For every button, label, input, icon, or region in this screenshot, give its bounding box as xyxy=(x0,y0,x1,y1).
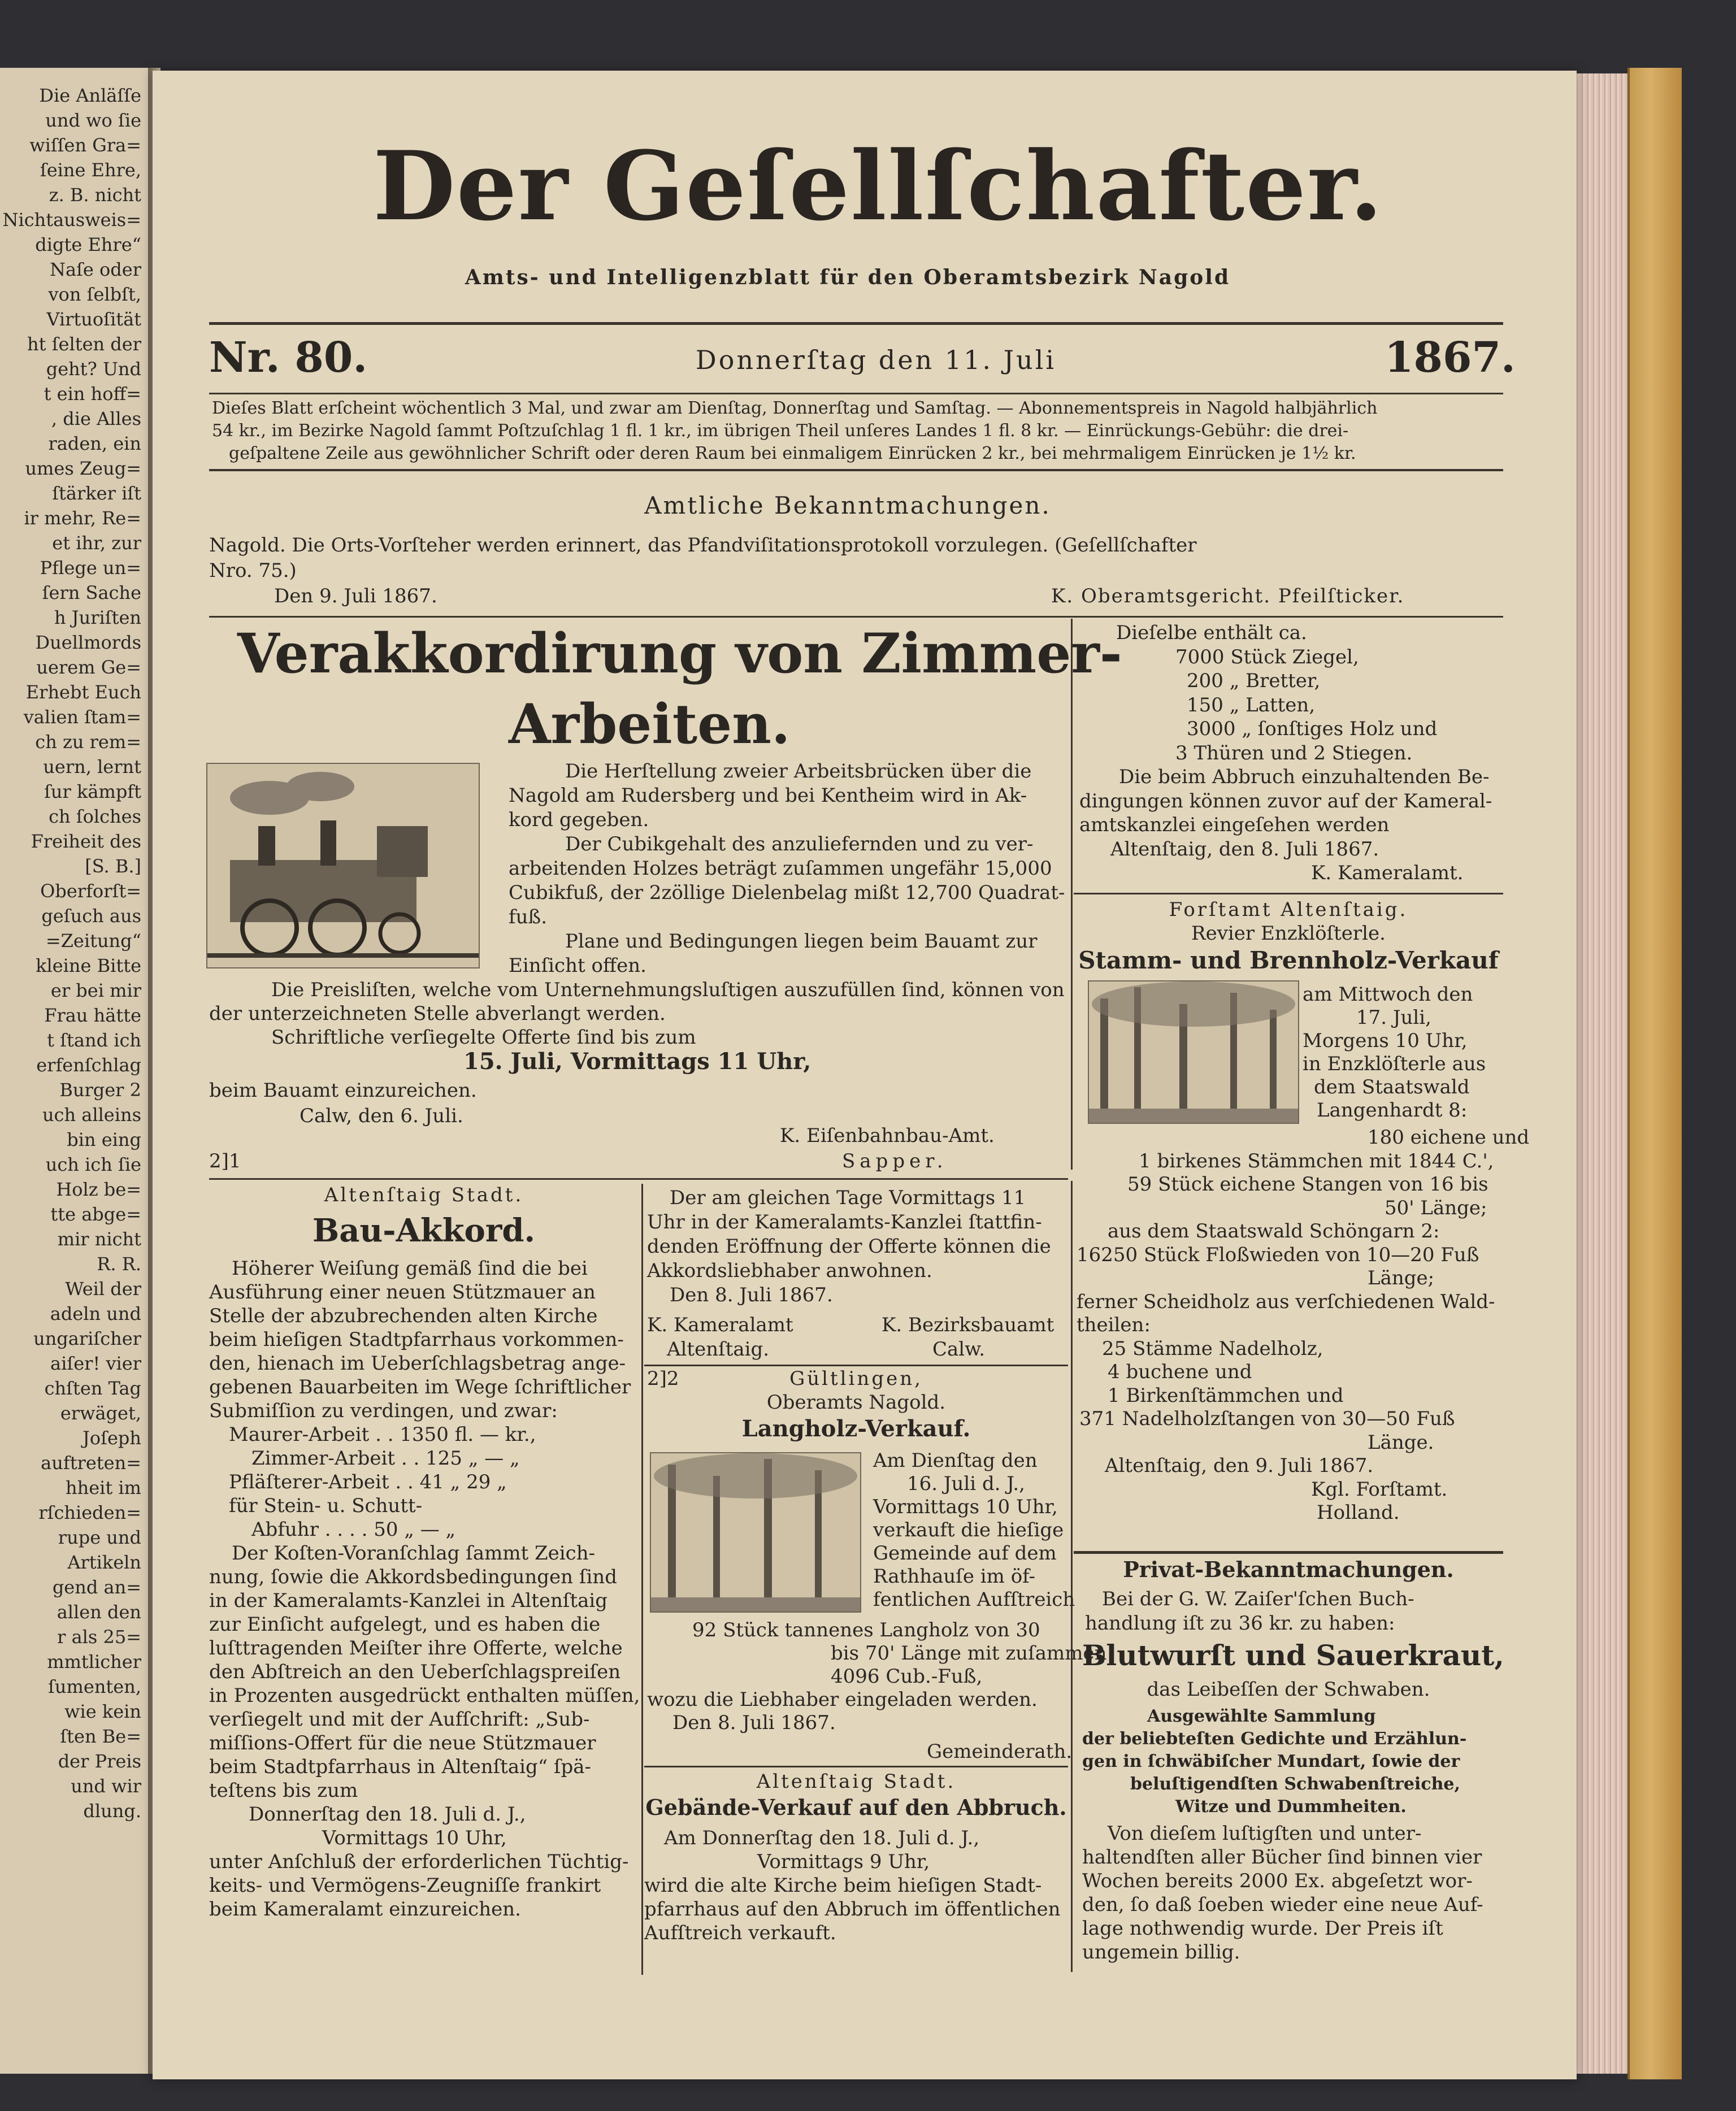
forst-side-2: 17. Juli, xyxy=(1356,1006,1431,1029)
prev-page-line-52: aiſer! vier xyxy=(50,1353,141,1374)
prev-page-line-43: bin eing xyxy=(67,1129,141,1150)
bau-title: Bau-Akkord. xyxy=(312,1212,536,1249)
official-date: Den 9. Juli 1867. xyxy=(274,585,437,607)
prev-page-line-19: et ihr, zur xyxy=(52,532,141,554)
private-heading: Privat-Bekanntmachungen. xyxy=(1123,1557,1454,1582)
forst-line-5: aus dem Staatswald Schöngarn 2: xyxy=(1108,1220,1440,1243)
gueltlingen-title: Langholz-Verkauf. xyxy=(741,1415,971,1442)
header-rule xyxy=(209,393,1503,394)
zimmer-body-9: Einſicht offen. xyxy=(509,954,646,977)
forst-rule xyxy=(1074,1551,1503,1554)
prev-page-line-11: ht ſelten der xyxy=(27,333,141,355)
mid-sig-left-2: Altenſtaig. xyxy=(667,1338,770,1361)
prev-page-line-51: ungariſcher xyxy=(33,1328,141,1349)
prev-page-line-60: Artikeln xyxy=(67,1552,141,1573)
bau-head: Altenſtaig Stadt. xyxy=(324,1184,524,1206)
private-line-2: handlung iſt zu 36 kr. zu haben: xyxy=(1085,1612,1395,1635)
prev-page-line-21: ſern Sache xyxy=(42,582,141,603)
right-top-line-4: 150 „ Latten, xyxy=(1187,693,1316,716)
forst-side-4: in Enzklöſterle aus xyxy=(1303,1053,1486,1075)
prev-page-line-44: uch ich ſie xyxy=(45,1154,141,1175)
prev-page-line-5: z. B. nicht xyxy=(49,184,141,206)
private-tail-6: ungemein billig. xyxy=(1082,1941,1240,1964)
forst-line-4: 50' Länge; xyxy=(1385,1196,1487,1219)
prev-page-line-67: ſten Be= xyxy=(60,1726,141,1747)
column-divider-right xyxy=(1071,1181,1073,1972)
bau-line-17: luſttragenden Meiſter ihre Offerte, welche xyxy=(209,1637,623,1660)
gueltlingen-side-4: verkauft die hieſige xyxy=(873,1519,1064,1541)
prev-page-line-56: auftreten= xyxy=(41,1452,141,1474)
bau-line-2: Ausführung einer neuen Stützmauer an xyxy=(209,1281,596,1304)
prev-page-line-33: Oberforſt= xyxy=(40,880,141,902)
prev-page-line-55: Joſeph xyxy=(83,1427,141,1449)
prev-page-line-2: und wo ſie xyxy=(45,110,141,131)
bau-line-8: Maurer-Arbeit . . 1350 fl. — kr., xyxy=(229,1423,536,1446)
column-divider-upper xyxy=(1071,619,1073,1170)
prev-page-line-26: valien ſtam= xyxy=(23,706,141,728)
zimmer-body-4: Der Cubikgehalt des anzuliefernden und zu ver- xyxy=(565,833,1034,855)
forst-line-15: Altenſtaig, den 9. Juli 1867. xyxy=(1105,1454,1374,1477)
prev-page-line-29: ſur kämpft xyxy=(44,781,141,802)
prev-page-line-58: rſchieden= xyxy=(38,1502,141,1523)
forst-line-10: 25 Stämme Nadelholz, xyxy=(1102,1337,1323,1360)
prev-page-line-47: mir nicht xyxy=(57,1228,141,1250)
zimmer-title-1: Verakkordirung von Zimmer- xyxy=(237,622,1122,685)
right-top-line-5: 3000 „ ſonſtiges Holz und xyxy=(1187,718,1438,740)
zimmer-place: Calw, den 6. Juli. xyxy=(300,1105,463,1127)
forst-line-1: 180 eichene und xyxy=(1368,1126,1530,1149)
prev-page-line-30: ch ſolches xyxy=(49,806,141,827)
right-top-line-3: 200 „ Bretter, xyxy=(1187,670,1321,692)
prev-page-line-22: h Juriſten xyxy=(54,607,141,628)
mid-line-2: Uhr in der Kameralamts-Kanzlei ſtattfin- xyxy=(647,1211,1042,1233)
bau-line-7: Submiſſion zu verdingen, und zwar: xyxy=(209,1400,558,1422)
prev-page-line-14: , die Alles xyxy=(51,408,141,429)
bau-line-24: Donnerſtag den 18. Juli d. J., xyxy=(249,1803,526,1826)
private-bold-2: der beliebteſten Gedichte und Erzählun- xyxy=(1082,1729,1467,1749)
zimmer-signature-2: Sapper. xyxy=(842,1150,948,1172)
mid-line-1: Der am gleichen Tage Vormittags 11 xyxy=(670,1187,1026,1209)
prev-page-line-64: mmtlicher xyxy=(47,1651,141,1673)
mid-sig-right-2: Calw. xyxy=(932,1338,986,1361)
official-line-1: Nagold. Die Orts-Vorſteher werden erinnert, das Pfandviſitationsprotokoll vorzulegen. (Geſellſchafter xyxy=(209,534,1197,557)
mid-rule-1 xyxy=(644,1365,1068,1366)
prev-page-line-37: er bei mir xyxy=(50,980,141,1001)
zimmer-body-3: kord gegeben. xyxy=(509,809,649,831)
gueltlingen-head-2: Oberamts Nagold. xyxy=(766,1391,946,1414)
prev-page-line-66: wie kein xyxy=(64,1701,141,1722)
zimmer-body-7: fuß. xyxy=(509,906,547,928)
mid-sig-right-1: K. Bezirksbauamt xyxy=(882,1314,1054,1336)
forst-head-1: Forſtamt Altenſtaig. xyxy=(1169,898,1408,921)
mid-mark: 2]2 xyxy=(647,1367,679,1390)
mid-line-4: Akkordsliebhaber anwohnen. xyxy=(647,1259,932,1282)
forst-line-16: Kgl. Forſtamt. xyxy=(1311,1478,1448,1501)
gueltlingen-head-1: Gültlingen, xyxy=(789,1367,923,1390)
zimmer-body2-2: der unterzeichneten Stelle abverlangt werden. xyxy=(209,1002,666,1025)
prev-page-line-65: ſumenten, xyxy=(48,1676,141,1697)
private-bold-3: gen in ſchwäbiſcher Mundart, ſowie der xyxy=(1082,1752,1460,1771)
prev-page-line-17: ſtärker iſt xyxy=(52,483,141,504)
prev-page-line-45: Holz be= xyxy=(56,1179,141,1200)
private-tail-3: Wochen bereits 2000 Ex. abgeſetzt wor- xyxy=(1082,1870,1473,1892)
prev-page-line-48: R. R. xyxy=(97,1253,141,1275)
bau-line-23: teſtens bis zum xyxy=(209,1779,358,1802)
prev-page-line-24: uerem Ge= xyxy=(36,657,141,678)
prev-page-line-9: von ſelbſt, xyxy=(48,284,141,305)
private-bold-1: Ausgewählte Sammlung xyxy=(1147,1706,1376,1726)
prev-page-line-3: wiſſen Gra= xyxy=(29,134,141,156)
gueltlingen-side-2: 16. Juli d. J., xyxy=(907,1473,1025,1495)
masthead-subtitle: Amts- und Intelligenzblatt für den Oberamtsbezirk Nagold xyxy=(465,266,1231,289)
prev-page-line-25: Erhebt Euch xyxy=(25,681,141,703)
bau-line-21: miſſions-Offert für die neue Stützmauer xyxy=(209,1732,596,1754)
zimmer-body-6: Cubikfuß, der 2zöllige Dielenbelag mißt 12,700 Quadrat- xyxy=(509,881,1065,904)
bau-line-26: unter Anſchluß der erforderlichen Tüchtig- xyxy=(209,1851,629,1873)
prev-page-line-59: rupe und xyxy=(58,1527,141,1548)
bau-line-13: Der Koſten-Voranſchlag ſammt Zeich- xyxy=(232,1542,596,1565)
bau-line-28: beim Kameralamt einzureichen. xyxy=(209,1898,521,1921)
forst-line-17: Holland. xyxy=(1317,1501,1400,1524)
forst-line-8: ferner Scheidholz aus verſchiedenen Wald- xyxy=(1077,1290,1495,1313)
bau-line-16: zur Einſicht aufgelegt, und es haben die xyxy=(209,1613,601,1636)
issue-number: Nr. 80. xyxy=(209,333,368,382)
prev-page-line-15: raden, ein xyxy=(48,433,141,454)
forest-illustration-2 xyxy=(650,1452,861,1613)
gueltlingen-line-3: 4096 Cub.-Fuß, xyxy=(831,1665,983,1688)
prev-page-line-49: Weil der xyxy=(65,1278,141,1300)
altenstaig-line-5: Aufſtreich verkauft. xyxy=(644,1922,836,1944)
prev-page-line-41: Burger 2 xyxy=(59,1079,141,1101)
bau-line-27: keits- und Vermögens-Zeugniſſe frankirt xyxy=(209,1874,601,1897)
issue-date: Donnerſtag den 11. Juli xyxy=(695,345,1057,375)
prev-page-line-23: Duellmords xyxy=(35,632,141,653)
zimmer-body-3: beim Bauamt einzureichen. xyxy=(209,1079,477,1102)
book-cover-edge xyxy=(1628,68,1682,2079)
private-title: Blutwurſt und Sauerkraut, xyxy=(1082,1639,1504,1672)
prev-page-line-38: Frau hätte xyxy=(44,1005,141,1026)
private-tail-4: den, ſo daß ſoeben wieder eine neue Auf- xyxy=(1082,1893,1483,1916)
forst-side-3: Morgens 10 Uhr, xyxy=(1303,1030,1468,1052)
prev-page-line-6: Nichtausweis= xyxy=(2,209,141,231)
prev-page-line-8: Naſe oder xyxy=(49,259,141,280)
subscription-note-3: geſpaltene Zeile aus gewöhnlicher Schrift oder deren Raum bei einmaligem Einrücken 2 kr., bei mehrmaligem Einrücken je 1½ kr. xyxy=(229,444,1356,463)
zimmer-rule xyxy=(209,1178,1068,1180)
prev-page-line-70: dlung. xyxy=(83,1800,141,1822)
right-top-rule xyxy=(1074,893,1503,894)
forst-side-5: dem Staatswald xyxy=(1314,1076,1470,1098)
prev-page-line-12: geht? Und xyxy=(46,358,141,380)
bau-line-22: beim Stadtpfarrhaus in Altenſtaig“ ſpä- xyxy=(209,1756,592,1778)
bau-line-14: nung, ſowie die Akkordsbedingungen ſind xyxy=(209,1566,617,1588)
right-top-line-9: amtskanzlei eingeſehen werden xyxy=(1079,814,1390,836)
zimmer-body2-3: Schriftliche verſiegelte Offerte ſind bis zum xyxy=(271,1026,696,1049)
forst-line-11: 4 buchene und xyxy=(1108,1361,1252,1383)
prev-page-line-57: hheit im xyxy=(66,1477,141,1498)
private-line-1: Bei der G. W. Zaiſer'ſchen Buch- xyxy=(1102,1588,1414,1610)
forest-illustration xyxy=(1088,980,1299,1124)
note-rule xyxy=(209,469,1503,471)
mid-line-5: Den 8. Juli 1867. xyxy=(670,1284,833,1306)
forst-side-1: am Mittwoch den xyxy=(1303,983,1473,1006)
gueltlingen-line-5: Den 8. Juli 1867. xyxy=(672,1712,836,1734)
prev-page-line-50: adeln und xyxy=(50,1303,141,1324)
gueltlingen-side-3: Vormittags 10 Uhr, xyxy=(873,1496,1058,1518)
altenstaig-head: Altenſtaig Stadt. xyxy=(756,1770,956,1793)
right-top-line-11: K. Kameralamt. xyxy=(1311,862,1464,884)
bau-line-25: Vormittags 10 Uhr, xyxy=(322,1827,507,1849)
gueltlingen-side-1: Am Dienſtag den xyxy=(873,1449,1038,1472)
bau-line-1: Höherer Weiſung gemäß ſind die bei xyxy=(232,1257,588,1280)
forst-side-6: Langenhardt 8: xyxy=(1317,1099,1468,1122)
zimmer-body-1: Die Herſtellung zweier Arbeitsbrücken über die xyxy=(565,760,1032,783)
prev-page-line-63: r als 25= xyxy=(57,1626,141,1648)
private-sub: das Leibeſſen der Schwaben. xyxy=(1147,1678,1430,1701)
zimmer-signature-1: K. Eiſenbahnbau-Amt. xyxy=(780,1124,995,1147)
bau-line-11: für Stein- u. Schutt- xyxy=(229,1495,423,1517)
prev-page-line-32: [S. B.] xyxy=(85,855,141,877)
prev-page-line-39: t ſtand ich xyxy=(47,1030,141,1051)
prev-page-line-18: ir mehr, Re= xyxy=(24,507,141,529)
private-tail-5: lage nothwendig wurde. Der Preis iſt xyxy=(1082,1917,1443,1940)
bau-line-4: beim hieſigen Stadtpfarrhaus vorkommen- xyxy=(209,1328,624,1351)
zimmer-deadline: 15. Juli, Vormittags 11 Uhr, xyxy=(463,1048,811,1075)
altenstaig-line-2: Vormittags 9 Uhr, xyxy=(757,1851,930,1873)
issue-year: 1867. xyxy=(1385,333,1516,382)
right-top-line-2: 7000 Stück Ziegel, xyxy=(1175,645,1359,668)
prev-page-line-31: Freiheit des xyxy=(31,831,141,852)
prev-page-line-1: Die Anläſſe xyxy=(39,85,141,106)
prev-page-line-62: allen den xyxy=(57,1601,141,1623)
bau-line-10: Pfläſterer-Arbeit . . 41 „ 29 „ xyxy=(229,1471,507,1493)
gueltlingen-line-2: bis 70' Länge mit zuſammen xyxy=(831,1642,1107,1665)
private-tail-1: Von dieſem luſtigſten und unter- xyxy=(1108,1822,1422,1845)
forst-line-3: 59 Stück eichene Stangen von 16 bis xyxy=(1127,1173,1488,1196)
gueltlingen-side-5: Gemeinde auf dem xyxy=(873,1542,1057,1565)
bau-line-20: verſiegelt und mit der Aufſchrift: „Sub- xyxy=(209,1708,590,1731)
prev-page-line-27: ch zu rem= xyxy=(35,731,141,753)
bau-line-9: Zimmer-Arbeit . . 125 „ — „ xyxy=(251,1447,520,1470)
prev-page-line-4: ſeine Ehre, xyxy=(40,159,141,181)
forst-line-13: 371 Nadelholzſtangen von 30—50 Fuß xyxy=(1079,1408,1455,1430)
altenstaig-title: Gebände-Verkauf auf den Abbruch. xyxy=(645,1795,1067,1820)
forst-head-2: Revier Enzklöſterle. xyxy=(1191,922,1386,945)
masthead-title: Der Geſellſchafter. xyxy=(373,130,1384,242)
prev-page-line-40: erfenſchlag xyxy=(36,1054,141,1076)
right-top-line-10: Altenſtaig, den 8. Juli 1867. xyxy=(1110,837,1379,861)
altenstaig-line-1: Am Donnerſtag den 18. Juli d. J., xyxy=(664,1827,980,1849)
forst-line-12: 1 Birkenſtämmchen und xyxy=(1108,1384,1344,1407)
zimmer-title-2: Arbeiten. xyxy=(509,692,791,756)
right-top-line-8: dingungen können zuvor auf der Kameral- xyxy=(1079,789,1492,813)
mid-rule-2 xyxy=(644,1766,1068,1767)
prev-page-line-35: =Zeitung“ xyxy=(45,930,141,952)
gueltlingen-side-7: fentlichen Aufſtreich xyxy=(873,1588,1075,1611)
forst-line-2: 1 birkenes Stämmchen mit 1844 C.', xyxy=(1139,1149,1494,1172)
prev-page-line-46: tte abge= xyxy=(50,1204,141,1225)
prev-page-line-34: geſuch aus xyxy=(41,905,141,927)
prev-page-line-16: umes Zeug= xyxy=(25,458,141,479)
gueltlingen-line-1: 92 Stück tannenes Langholz von 30 xyxy=(692,1619,1040,1641)
private-bold-4: beluſtigendſten Schwabenſtreiche, xyxy=(1130,1774,1460,1794)
bau-line-18: den Abſtreich an den Ueberſchlagspreiſen xyxy=(209,1661,621,1683)
prev-page-line-61: gend an= xyxy=(52,1576,141,1598)
prev-page-line-68: der Preis xyxy=(58,1751,141,1772)
forst-line-14: Länge. xyxy=(1368,1431,1434,1454)
prev-page-line-54: erwäget, xyxy=(60,1402,141,1424)
bau-line-3: Stelle der abzubrechenden alten Kirche xyxy=(209,1305,598,1327)
bau-line-6: gebenen Bauarbeiten im Wege ſchriftlicher xyxy=(209,1376,631,1398)
official-signature: K. Oberamtsgericht. Pfeilſticker. xyxy=(1051,585,1405,607)
forst-line-9: theilen: xyxy=(1077,1314,1151,1336)
prev-page-line-20: Pflege un= xyxy=(40,557,141,579)
forst-title: Stamm- und Brennholz-Verkauf xyxy=(1078,946,1499,974)
prev-page-line-36: kleine Bitte xyxy=(36,955,141,976)
subscription-note-2: 54 kr., im Bezirke Nagold ſammt Poſtzuſchlag 1 fl. 1 kr., im übrigen Theil unſeres Landes 1 fl. 8 kr. — Einrückungs-Gebühr: die drei- xyxy=(212,421,1349,441)
forst-line-6: 16250 Stück Floßwieden von 10—20 Fuß xyxy=(1077,1243,1479,1266)
private-tail-2: haltendſten aller Bücher ſind binnen vier xyxy=(1082,1846,1482,1869)
prev-page-line-13: t ein hoff= xyxy=(44,383,141,405)
bau-line-19: in Prozenten ausgedrückt enthalten müſſen, xyxy=(209,1684,640,1707)
zimmer-body-5: arbeitenden Holzes beträgt zuſammen ungefähr 15,000 xyxy=(509,857,1052,880)
prev-page-line-42: uch alleins xyxy=(42,1104,141,1126)
official-heading: Amtliche Bekanntmachungen. xyxy=(644,492,1051,519)
bau-line-15: in der Kameralamts-Kanzlei in Altenſtaig xyxy=(209,1589,608,1612)
altenstaig-line-3: wird die alte Kirche beim hieſigen Stadt- xyxy=(644,1874,1042,1897)
official-line-2: Nro. 75.) xyxy=(209,559,297,582)
zimmer-mark: 2]1 xyxy=(209,1150,241,1172)
right-top-line-6: 3 Thüren und 2 Stiegen. xyxy=(1175,741,1413,765)
private-bold-5: Witze und Dummheiten. xyxy=(1175,1797,1407,1817)
gueltlingen-line-4: wozu die Liebhaber eingeladen werden. xyxy=(647,1688,1038,1711)
prev-page-line-53: chſten Tag xyxy=(44,1378,141,1399)
masthead-rule xyxy=(209,322,1503,325)
forst-line-7: Länge; xyxy=(1368,1267,1435,1289)
prev-page-line-7: digte Ehre“ xyxy=(35,234,141,255)
gueltlingen-signature: Gemeinderath. xyxy=(927,1740,1073,1763)
locomotive-illustration xyxy=(206,763,480,968)
mid-line-3: denden Eröffnung der Offerte können die xyxy=(647,1235,1051,1258)
right-top-line-1: Dieſelbe enthält ca. xyxy=(1116,622,1307,644)
prev-page-line-28: uern, lernt xyxy=(43,756,141,777)
right-top-line-7: Die beim Abbruch einzuhaltenden Be- xyxy=(1119,766,1490,788)
official-rule xyxy=(209,616,1503,618)
subscription-note-1: Dieſes Blatt erſcheint wöchentlich 3 Mal, und zwar am Dienſtag, Donnerſtag und Samſtag. — Abonnementspreis in Nagold halbjährlich xyxy=(212,398,1378,418)
prev-page-line-10: Virtuoſität xyxy=(46,309,141,330)
gueltlingen-side-6: Rathhauſe im öf- xyxy=(873,1565,1036,1588)
column-divider-left xyxy=(641,1184,643,1975)
zimmer-body-2: Nagold am Rudersberg und bei Kentheim wird in Ak- xyxy=(509,784,1027,807)
bau-line-5: den, hienach im Ueberſchlagsbetrag ange- xyxy=(209,1352,626,1375)
mid-sig-left-1: K. Kameralamt xyxy=(647,1314,793,1336)
zimmer-body-8: Plane und Bedingungen liegen beim Bauamt zur xyxy=(565,930,1038,953)
altenstaig-line-4: pfarrhaus auf den Abbruch im öffentlichen xyxy=(644,1898,1061,1921)
bau-line-12: Abfuhr . . . . 50 „ — „ xyxy=(251,1518,456,1541)
zimmer-body2-1: Die Preisliſten, welche vom Unternehmungsluſtigen auszufüllen ſind, können von xyxy=(271,979,1065,1001)
prev-page-line-69: und wir xyxy=(71,1775,141,1797)
